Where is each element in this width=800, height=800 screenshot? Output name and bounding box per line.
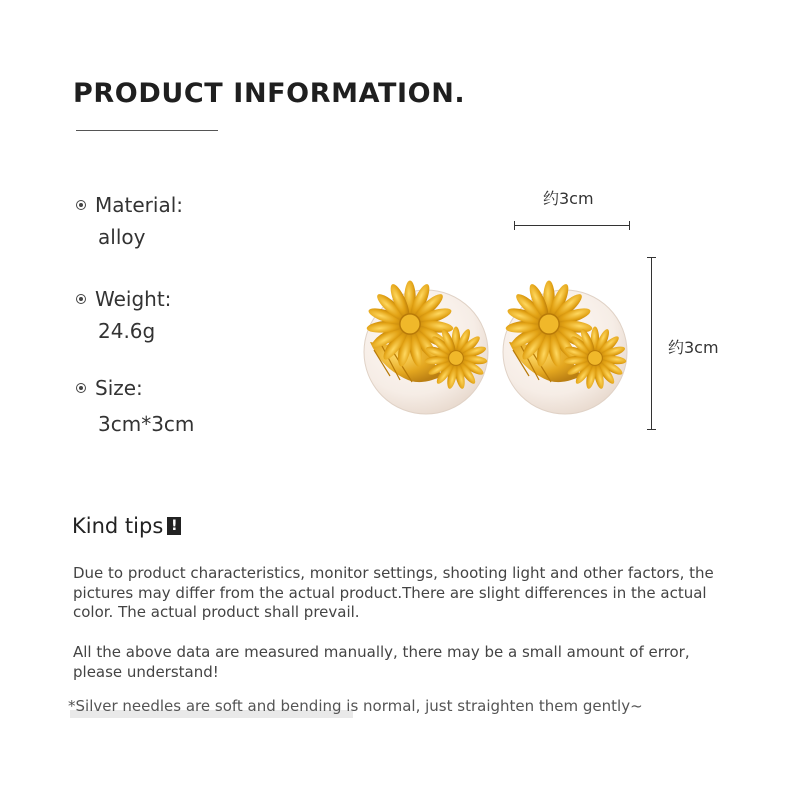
- spec-size-label: Size:: [95, 376, 143, 400]
- spec-material-label: Material:: [95, 193, 183, 217]
- tips-paragraph-measurement: All the above data are measured manually, there may be a small amount of error, please understand!: [73, 643, 690, 681]
- warning-icon: !: [167, 517, 181, 535]
- spec-size-value: 3cm*3cm: [98, 412, 195, 436]
- width-dimension-label: 约3cm: [543, 189, 594, 208]
- spec-material: [76, 193, 183, 249]
- title-divider: [76, 130, 218, 131]
- kind-tips-heading: [72, 514, 181, 538]
- spec-weight-value: 24.6g: [98, 319, 156, 343]
- page-title: PRODUCT INFORMATION.: [73, 78, 466, 109]
- width-dimension-line: [514, 221, 630, 230]
- spec-weight: [76, 287, 171, 343]
- silver-needle-note: *Silver needles are soft and bending is normal, just straighten them gently~: [68, 697, 643, 715]
- spec-material-value: alloy: [98, 225, 146, 249]
- bullet-icon: [76, 294, 86, 304]
- spec-size: [76, 376, 194, 436]
- bullet-icon: [76, 383, 86, 393]
- height-dimension-line: [647, 257, 656, 430]
- height-dimension-label: 约3cm: [668, 338, 719, 357]
- spec-weight-label: Weight:: [95, 287, 172, 311]
- tips-paragraph-disclaimer: Due to product characteristics, monitor settings, shooting light and other factors, the pictures may differ from the actual product.There are slight differences in the actual color. The actual product shall prevail.: [73, 564, 714, 621]
- bullet-icon: [76, 200, 86, 210]
- earrings-product-image: [360, 280, 640, 430]
- kind-tips-label: Kind tips: [72, 514, 164, 538]
